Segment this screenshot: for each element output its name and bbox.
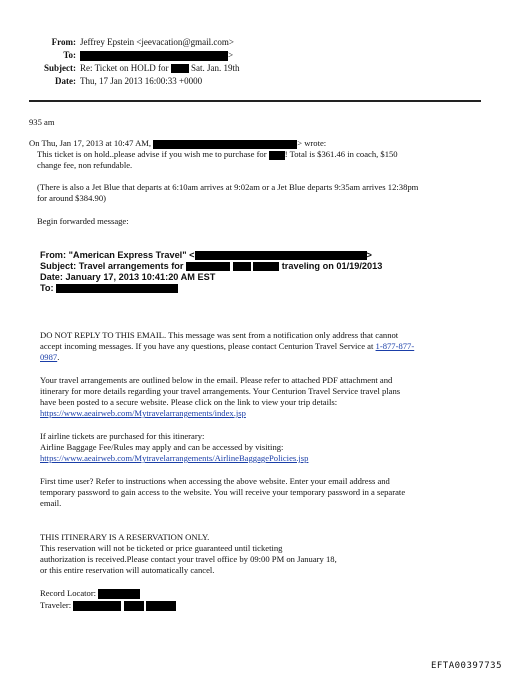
hold-line: This ticket is on hold..please advise if you wish me to purchase for ! Total is $361.46 in coach, $150	[37, 149, 398, 159]
fwd-date: Date: January 17, 2013 10:41:20 AM EST	[40, 272, 216, 282]
to-label: To:	[63, 50, 76, 60]
noreply-line-1: DO NOT REPLY TO THIS EMAIL. This message was sent from a notification only address that cannot	[40, 330, 399, 340]
itinerary-line-3: authorization is received.Please contact your travel office by 09:00 PM on January 18,	[40, 554, 337, 564]
jetblue-line-2: for around $384.90)	[37, 193, 106, 203]
redaction-box	[98, 589, 140, 599]
itinerary-line-2: This reservation will not be ticketed or price guaranteed until ticketing	[40, 543, 283, 553]
redaction-box	[153, 140, 297, 149]
fwd-subject: Subject: Travel arrangements for traveling on 01/19/2013	[40, 261, 383, 271]
phone-link-continued[interactable]: 0987	[40, 352, 58, 362]
date-label: Date:	[55, 76, 76, 86]
trip-details-link[interactable]: https://www.aeairweb.com/Mytravelarrangements/index.jsp	[40, 408, 246, 418]
itinerary-line-1: THIS ITINERARY IS A RESERVATION ONLY.	[40, 532, 210, 542]
begin-forwarded: Begin forwarded message:	[37, 216, 129, 226]
airline-line-1: If airline tickets are purchased for this itinerary:	[40, 431, 205, 441]
record-locator-row: Record Locator:	[40, 588, 140, 599]
jetblue-line-1: (There is also a Jet Blue that departs at 6:10am arrives at 9:02am or a Jet Blue departs 9:35am arrives 12:38pm	[37, 182, 419, 192]
noreply-line-2: accept incoming messages. If you have any questions, please contact Centurion Travel Service at 1-877-877-	[40, 341, 415, 351]
redaction-box	[171, 64, 189, 73]
arrangements-line-3: have been posted to a secure website. Please click on the link to view your trip details:	[40, 397, 338, 407]
redaction-box	[80, 51, 228, 61]
redaction-box	[186, 262, 230, 271]
first-time-line-3: email.	[40, 498, 62, 508]
date-value: Thu, 17 Jan 2013 16:00:33 +0000	[80, 76, 203, 86]
redaction-box	[269, 151, 285, 160]
itinerary-line-4: or this entire reservation will automatically cancel.	[40, 565, 215, 575]
subject-prefix: Re: Ticket on HOLD for	[80, 63, 169, 73]
baggage-policy-link[interactable]: https://www.aeairweb.com/Mytravelarrangements/AirlineBaggagePolicies.jsp	[40, 453, 309, 463]
header-divider	[29, 100, 481, 102]
redaction-box	[73, 601, 121, 611]
first-time-line-1: First time user? Refer to instructions when accessing the above website. Enter your email address and	[40, 476, 390, 486]
subject-suffix: Sat. Jan. 19th	[191, 63, 240, 73]
from-label: From:	[51, 37, 76, 47]
subject-label: Subject:	[44, 63, 76, 73]
redaction-box	[233, 262, 251, 271]
noreply-line-3: 0987.	[40, 352, 60, 362]
redaction-box	[253, 262, 279, 271]
redaction-box	[195, 251, 367, 260]
bates-number: EFTA00397735	[430, 661, 502, 671]
redaction-box	[124, 601, 144, 611]
arrangements-line-1: Your travel arrangements are outlined below in the email. Please refer to attached PDF attachment and	[40, 375, 393, 385]
traveler-row: Traveler:	[40, 600, 176, 611]
fwd-to: To:	[40, 283, 178, 294]
arrangements-line-2: itinerary for more details regarding your travel arrangements. Your Centurion Travel Service travel plans	[40, 386, 401, 396]
redaction-box	[146, 601, 176, 611]
hold-line-2: change fee, non refundable.	[37, 160, 133, 170]
reply-time: 935 am	[29, 117, 55, 127]
to-suffix: >	[228, 50, 234, 60]
fwd-from: From: "American Express Travel" < >	[40, 250, 372, 260]
from-value: Jeffrey Epstein <jeevacation@gmail.com>	[80, 37, 234, 47]
reply-on-line: On Thu, Jan 17, 2013 at 10:47 AM, > wrote:	[29, 138, 327, 148]
phone-link[interactable]: 1-877-877-	[375, 341, 415, 351]
airline-line-2: Airline Baggage Fee/Rules may apply and can be accessed by visiting:	[40, 442, 284, 452]
redaction-box	[56, 284, 178, 293]
first-time-line-2: temporary password to gain access to the website. You will receive your temporary password in a separate	[40, 487, 406, 497]
